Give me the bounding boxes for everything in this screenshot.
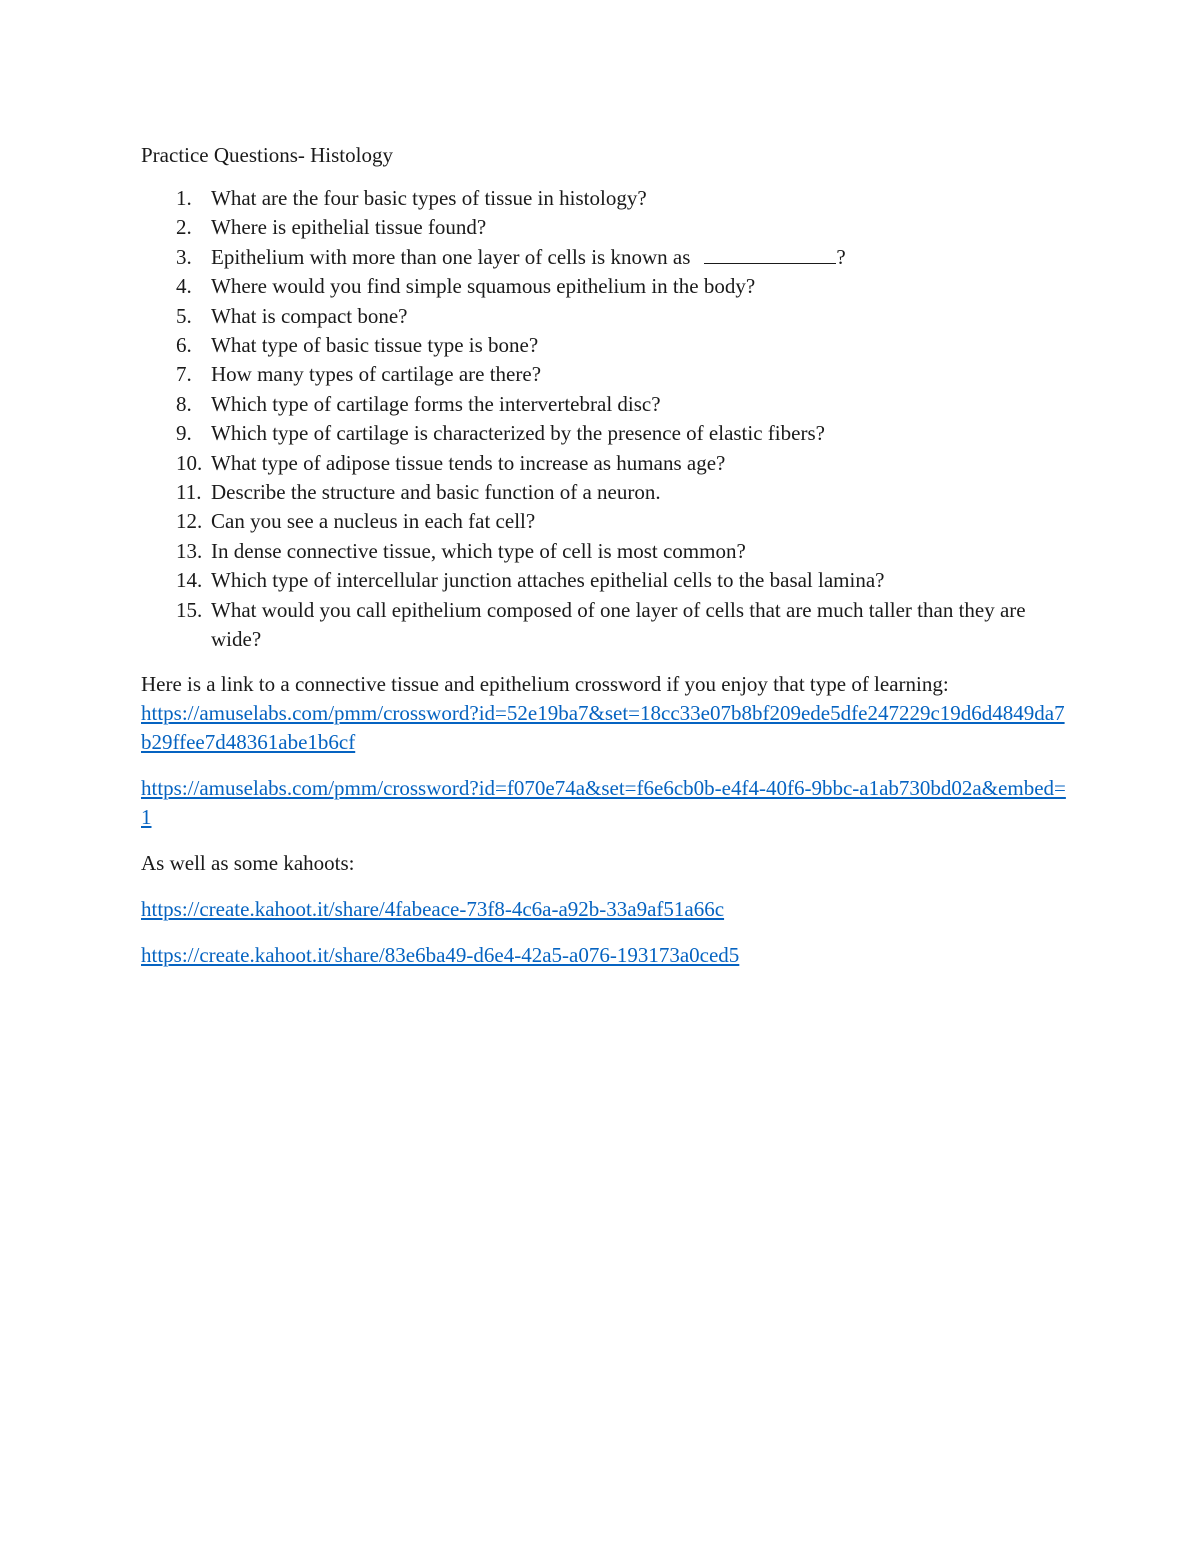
question-text: What type of basic tissue type is bone? [211, 333, 539, 358]
kahoot-link-1[interactable]: https://create.kahoot.it/share/4fabeace-73f8-4c6a-a92b-33a9af51a66c [141, 896, 725, 921]
list-item [141, 360, 1071, 389]
question-number: 13. [176, 538, 203, 563]
question-text: What are the four basic types of tissue in histology? [211, 186, 647, 210]
kahoot-paragraph-2 [141, 941, 1071, 970]
list-item [141, 213, 1071, 242]
document-body [141, 141, 1071, 970]
question-number: 15. [176, 597, 203, 622]
question-text: Where is epithelial tissue found? [211, 215, 487, 240]
list-item [141, 390, 1071, 419]
question-number: 14. [176, 568, 203, 593]
question-number: 12. [176, 509, 203, 534]
question-number: 7. [176, 362, 192, 387]
question-text: What is compact bone? [211, 303, 408, 328]
question-text: What would you call epithelium composed of one layer of cells that are much taller than they are wide? [211, 597, 1026, 652]
list-item [141, 302, 1071, 331]
kahoot-paragraph-1 [141, 895, 1071, 924]
question-number: 1. [176, 186, 192, 210]
crossword-link-1[interactable]: https://amuselabs.com/pmm/crossword?id=52e19ba7&set=18cc33e07b8bf209ede5dfe247229c19d6d4849da7b29ffee7d48361abe1b6cf [141, 700, 1065, 754]
list-item [141, 449, 1071, 478]
list-item [141, 537, 1071, 566]
crossword-link-2[interactable]: https://amuselabs.com/pmm/crossword?id=f070e74a&set=f6e6cb0b-e4f4-40f6-9bbc-a1ab730bd02a&embed=1 [141, 775, 1066, 829]
question-number: 11. [176, 480, 202, 505]
list-item [141, 478, 1071, 507]
list-item [141, 184, 1071, 213]
list-item [141, 419, 1071, 448]
kahoot-intro: As well as some kahoots: [141, 850, 355, 875]
crossword-intro: Here is a link to a connective tissue and epithelium crossword if you enjoy that type of learning: [141, 671, 949, 696]
question-suffix: ? [836, 244, 846, 269]
list-item [141, 272, 1071, 301]
list-item [141, 507, 1071, 536]
question-number: 2. [176, 215, 192, 240]
question-number: 9. [176, 421, 192, 446]
crossword-paragraph-2 [141, 774, 1071, 832]
question-list [141, 184, 1071, 655]
list-item [141, 596, 1071, 655]
question-text: Describe the structure and basic function of a neuron. [211, 480, 661, 505]
question-text: Can you see a nucleus in each fat cell? [211, 509, 536, 534]
list-item [141, 566, 1071, 595]
question-text: Which type of cartilage is characterized by the presence of elastic fibers? [211, 421, 825, 446]
crossword-paragraph [141, 670, 1071, 757]
question-number: 4. [176, 274, 192, 299]
question-text: Which type of intercellular junction attaches epithelial cells to the basal lamina? [211, 568, 885, 593]
question-text: Where would you find simple squamous epithelium in the body? [211, 274, 756, 299]
question-number: 5. [176, 303, 192, 328]
fill-in-blank [704, 243, 836, 264]
question-number: 6. [176, 333, 192, 358]
question-text: Epithelium with more than one layer of cells is known as [211, 244, 691, 269]
question-number: 3. [176, 244, 192, 269]
question-text: In dense connective tissue, which type of cell is most common? [211, 538, 746, 563]
kahoot-link-2[interactable]: https://create.kahoot.it/share/83e6ba49-d6e4-42a5-a076-193173a0ced5 [141, 942, 740, 967]
question-text: How many types of cartilage are there? [211, 362, 542, 387]
list-item [141, 243, 1071, 272]
question-text: What type of adipose tissue tends to increase as humans age? [211, 450, 726, 475]
question-text: Which type of cartilage forms the intervertebral disc? [211, 391, 661, 416]
question-number: 8. [176, 391, 192, 416]
question-number: 10. [176, 450, 203, 475]
document-title: Practice Questions- Histology [141, 143, 393, 167]
list-item [141, 331, 1071, 360]
